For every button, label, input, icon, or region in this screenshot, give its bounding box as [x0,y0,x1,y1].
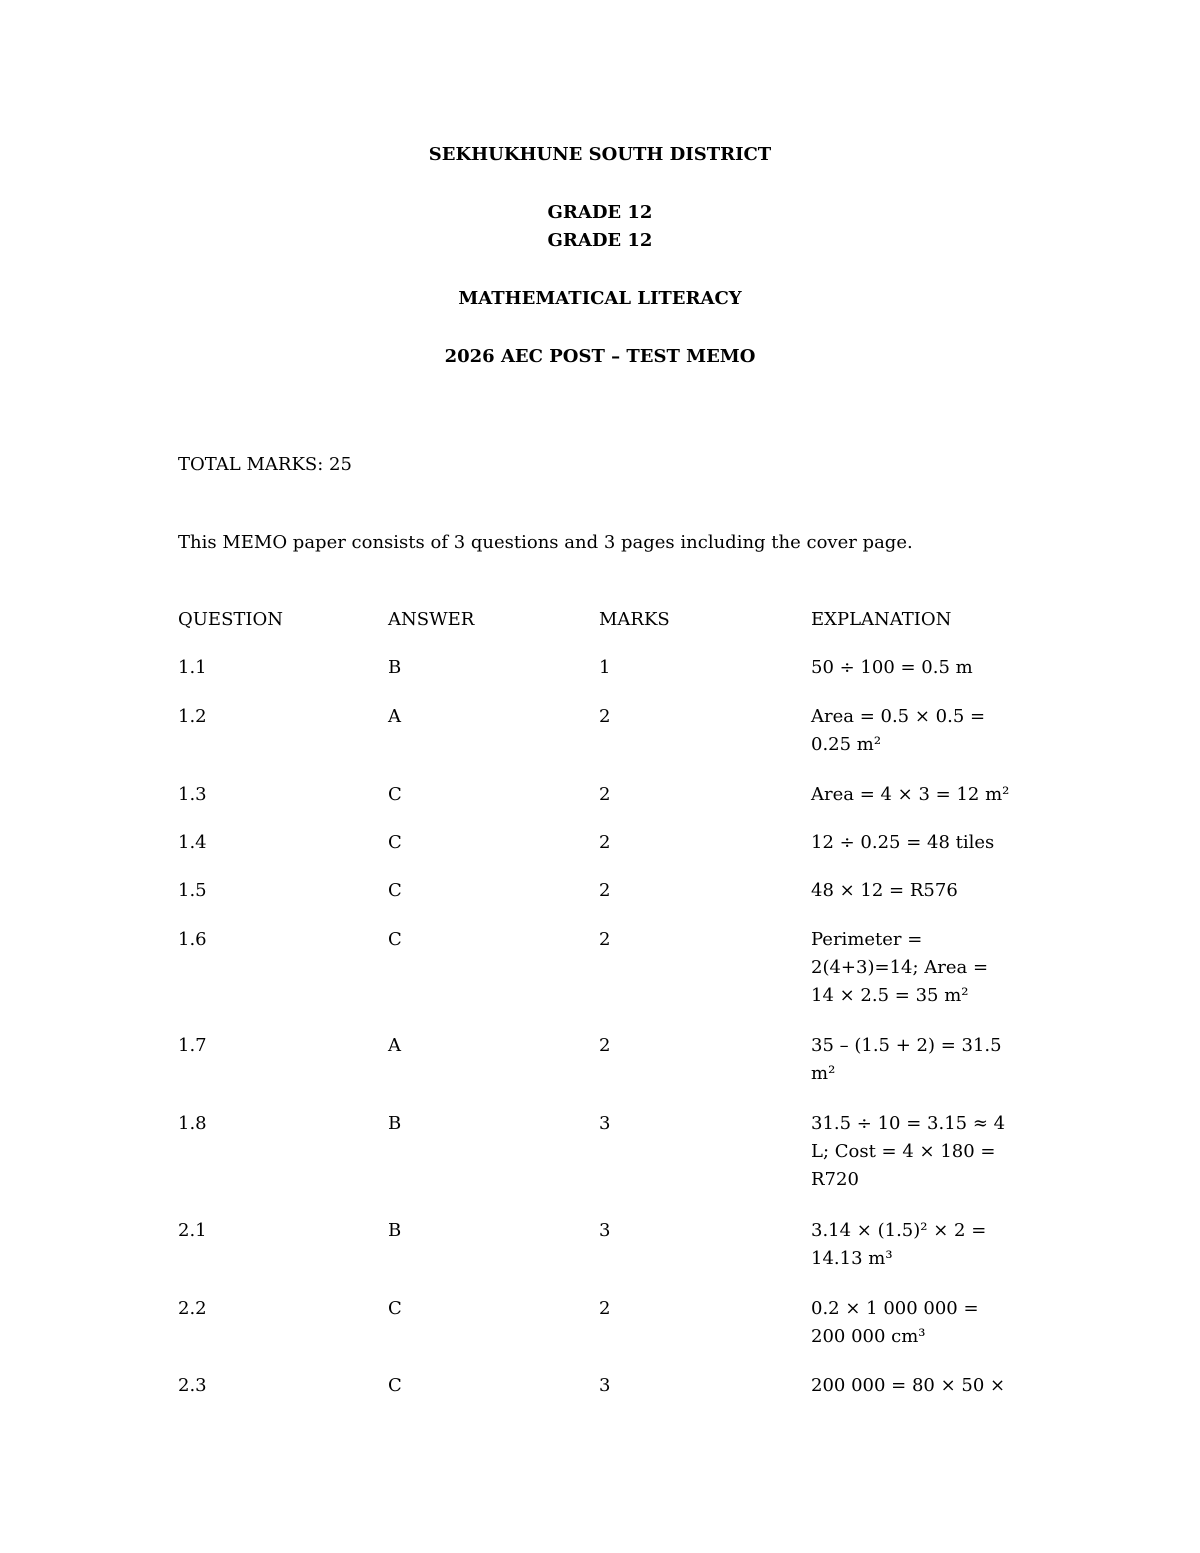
question-number: 2.3 [178,1375,207,1396]
marks-value: 3 [599,1220,611,1241]
subject-heading: MATHEMATICAL LITERACY [458,288,742,309]
question-number: 1.1 [178,657,207,678]
explanation-line: R720 [811,1169,859,1190]
answer-option: A [388,706,401,727]
district-heading: SEKHUKHUNE SOUTH DISTRICT [428,144,772,165]
explanation [811,1372,1011,1400]
total-marks: TOTAL MARKS: 25 [178,454,352,475]
column-header-marks: MARKS [599,609,670,630]
marks-value: 3 [599,1113,611,1134]
grade-heading-repeat: GRADE 12 [547,230,653,251]
question-number: 1.3 [178,784,207,805]
explanation [811,877,1011,905]
explanation [811,1295,1011,1351]
explanation-line: 31.5 ÷ 10 = 3.15 ≈ 4 [811,1113,1006,1134]
answer-option: C [388,784,402,805]
question-number: 1.5 [178,880,207,901]
explanation-line: m² [811,1063,836,1084]
marks-value: 2 [599,832,611,853]
question-number: 2.1 [178,1220,207,1241]
answer-option: C [388,929,402,950]
explanation-line: 35 – (1.5 + 2) = 31.5 [811,1035,1002,1056]
marks-value: 2 [599,784,611,805]
explanation [811,1217,1011,1273]
explanation-line: 2(4+3)=14; Area = [811,957,989,978]
question-number: 1.7 [178,1035,207,1056]
column-header-answer: ANSWER [388,609,475,630]
column-header-explanation: EXPLANATION [811,609,952,630]
explanation-line: 50 ÷ 100 = 0.5 m [811,657,973,678]
marks-value: 2 [599,1298,611,1319]
marks-value: 2 [599,880,611,901]
question-number: 1.4 [178,832,207,853]
marks-value: 2 [599,706,611,727]
explanation [811,926,1011,1010]
explanation-line: 48 × 12 = R576 [811,880,958,901]
explanation-line: 0.25 m² [811,734,882,755]
explanation [811,829,1011,857]
explanation [811,1110,1011,1194]
explanation [811,1032,1011,1088]
explanation [811,781,1011,809]
explanation-line: L; Cost = 4 × 180 = [811,1141,996,1162]
explanation-line: Perimeter = [811,929,923,950]
question-number: 1.2 [178,706,207,727]
answer-option: B [388,1220,402,1241]
answer-option: B [388,1113,402,1134]
explanation [811,703,1011,759]
marks-value: 2 [599,929,611,950]
explanation-line: 12 ÷ 0.25 = 48 tiles [811,832,995,853]
answer-option: C [388,1298,402,1319]
explanation [811,654,1011,682]
column-header-question: QUESTION [178,609,284,630]
question-number: 2.2 [178,1298,207,1319]
explanation-line: Area = 0.5 × 0.5 = [811,706,986,727]
question-number: 1.8 [178,1113,207,1134]
grade-heading: GRADE 12 [547,202,653,223]
explanation-line: 14 × 2.5 = 35 m² [811,985,969,1006]
paper-description: This MEMO paper consists of 3 questions and 3 pages including the cover page. [178,532,913,553]
answer-option: B [388,657,402,678]
answer-option: A [388,1035,401,1056]
marks-value: 3 [599,1375,611,1396]
answer-option: C [388,880,402,901]
marks-value: 2 [599,1035,611,1056]
question-number: 1.6 [178,929,207,950]
explanation-line: Area = 4 × 3 = 12 m² [811,784,1010,805]
answer-option: C [388,832,402,853]
explanation-line: 0.2 × 1 000 000 = [811,1298,979,1319]
answer-option: C [388,1375,402,1396]
explanation-line: 200 000 = 80 × 50 × [811,1375,1006,1396]
explanation-line: 3.14 × (1.5)² × 2 = [811,1220,987,1241]
memo-title: 2026 AEC POST – TEST MEMO [444,346,756,367]
explanation-line: 200 000 cm³ [811,1326,926,1347]
explanation-line: 14.13 m³ [811,1248,893,1269]
marks-value: 1 [599,657,611,678]
